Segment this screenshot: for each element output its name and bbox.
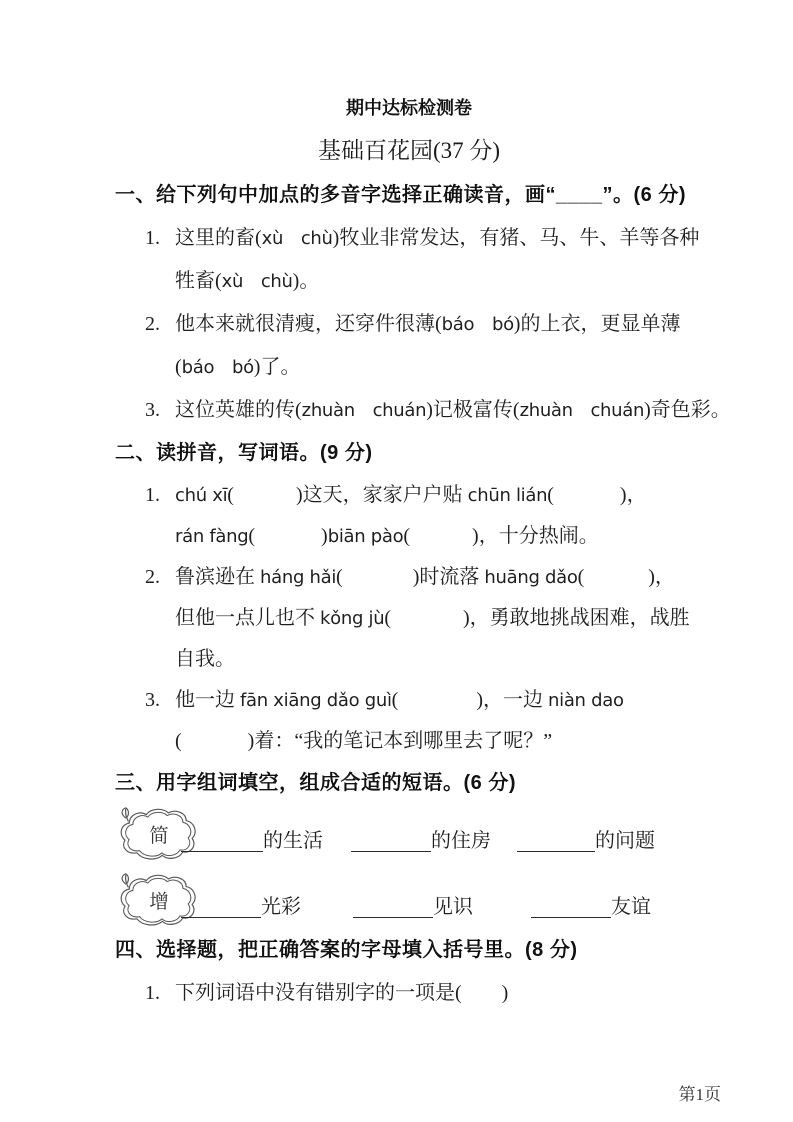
pinyin-run: xù chù [221, 271, 293, 292]
text-run: 光彩 [261, 896, 301, 918]
section-1 [115, 217, 731, 432]
text-line [175, 972, 703, 1015]
text-run: ( [336, 566, 343, 588]
text-line [175, 217, 703, 260]
question-item [145, 557, 703, 680]
question-item [145, 303, 703, 389]
answer-space[interactable] [323, 845, 351, 847]
text-run: )了。 [253, 356, 301, 378]
fill-in-row [181, 820, 655, 863]
text-run: 见识 [433, 896, 473, 918]
text-line [175, 475, 703, 516]
text-line [175, 516, 703, 557]
text-run: 自我。 [175, 648, 235, 670]
text-run: ( [403, 525, 411, 547]
pinyin-run: báo bó [441, 314, 514, 335]
text-run: )，勇敢地挑战困难，战胜 [462, 607, 690, 629]
section-2-heading: 二、读拼音，写词语。(9 分) [115, 442, 373, 464]
bubble-character: 增 [149, 891, 169, 913]
answer-blank[interactable] [351, 849, 431, 852]
answer-space[interactable] [343, 581, 413, 583]
text-run: )这天，家家户户贴 [295, 484, 468, 506]
text-line [175, 389, 731, 432]
answer-space[interactable] [255, 540, 321, 542]
answer-space[interactable] [462, 997, 502, 999]
text-line [175, 557, 703, 598]
answer-blank[interactable] [181, 849, 263, 852]
text-line [175, 680, 703, 721]
text-run: )，一边 [476, 689, 549, 711]
text-line [175, 721, 703, 762]
item-number: 2. [145, 566, 160, 588]
text-run: )的上衣，更显单薄 [513, 313, 681, 335]
answer-space[interactable] [410, 540, 472, 542]
text-run: 的住房 [431, 830, 491, 852]
text-run: 的问题 [595, 830, 655, 852]
answer-space[interactable] [301, 911, 353, 913]
item-number: 1. [145, 484, 160, 506]
item-number: 1. [145, 982, 160, 1004]
text-run: 下列词语中没有错别字的一项是( [175, 982, 462, 1004]
item-body [175, 389, 731, 432]
text-line [175, 346, 703, 389]
item-body [175, 217, 703, 303]
item-body [175, 680, 703, 762]
text-run: ( [547, 484, 554, 506]
section-2 [115, 475, 703, 762]
text-run: 他一边 [175, 689, 240, 711]
text-line [175, 303, 703, 346]
question-item [145, 389, 731, 432]
pinyin-run: kǒng jù [320, 608, 385, 629]
text-run: ( [248, 525, 256, 547]
answer-blank[interactable] [517, 849, 595, 852]
part-banner: 基础百花园(37 分) [317, 138, 501, 163]
answer-space[interactable] [554, 499, 620, 501]
word-group-row [117, 807, 703, 863]
text-run: ( [391, 689, 399, 711]
text-run: )记极富传( [426, 399, 520, 421]
text-run: )时流落 [412, 566, 485, 588]
pinyin-run: huāng dǎo [484, 567, 578, 588]
question-item [145, 972, 703, 1015]
item-body [175, 475, 703, 557]
item-body [175, 557, 703, 680]
answer-space[interactable] [398, 704, 476, 706]
text-line [175, 639, 703, 680]
text-run: )着：“我的笔记本到哪里去了呢？” [247, 730, 553, 752]
answer-space[interactable] [234, 499, 296, 501]
text-run: 他本来就很清瘦，还穿件很薄( [175, 313, 442, 335]
text-run: 这里的畜( [175, 227, 262, 249]
pinyin-run: rán fàng [175, 526, 249, 547]
pinyin-run: zhuàn chuán [301, 400, 427, 421]
answer-blank[interactable] [181, 915, 261, 918]
text-run: )牧业非常发达，有猪、马、牛、羊等各种 [332, 227, 700, 249]
answer-space[interactable] [473, 911, 531, 913]
item-number: 3. [145, 399, 160, 421]
pinyin-run: háng hǎi [260, 567, 337, 588]
answer-space[interactable] [391, 622, 463, 624]
text-run: 但他一点儿也不 [175, 607, 320, 629]
text-run: 鲁滨逊在 [175, 566, 260, 588]
text-run: ) [501, 982, 509, 1004]
pinyin-run: niàn dao [548, 690, 624, 711]
page-number: 第1页 [678, 1085, 721, 1104]
text-run: ( [384, 607, 391, 629]
section-1-heading: 一、给下列句中加点的多音字选择正确读音，画“____”。(6 分) [115, 184, 686, 206]
section-4 [115, 972, 703, 1015]
word-group-row [117, 873, 703, 929]
item-body [175, 303, 703, 389]
text-run: 的生活 [263, 830, 323, 852]
text-run: ( [227, 484, 234, 506]
question-item [145, 475, 703, 557]
fill-in-row [181, 886, 651, 929]
bubble-character: 简 [149, 825, 169, 847]
text-line [175, 598, 703, 639]
item-number: 1. [145, 227, 160, 249]
pinyin-run: chūn lián [467, 485, 548, 506]
item-body [175, 972, 703, 1015]
pinyin-run: xù chù [261, 228, 333, 249]
pinyin-run: biān pào [327, 526, 404, 547]
text-run: 牲畜( [175, 270, 222, 292]
text-run: ( [175, 356, 182, 378]
section-3-heading: 三、用字组词填空，组成合适的短语。(6 分) [115, 772, 516, 794]
item-number: 3. [145, 689, 160, 711]
text-line [175, 260, 703, 303]
answer-blank[interactable] [531, 915, 611, 918]
question-item [145, 680, 703, 762]
answer-space[interactable] [182, 745, 248, 747]
text-run: )，十分热闹。 [472, 525, 599, 547]
section-4-heading: 四、选择题，把正确答案的字母填入括号里。(8 分) [115, 939, 578, 961]
text-run: 友谊 [611, 896, 651, 918]
answer-blank[interactable] [353, 915, 433, 918]
page-title: 期中达标检测卷 [346, 98, 472, 118]
text-run: )， [619, 484, 647, 506]
text-run: ) [321, 525, 328, 547]
pinyin-run: báo bó [181, 357, 254, 378]
text-run: )， [648, 566, 675, 588]
pinyin-run: zhuàn chuán [519, 400, 645, 421]
pinyin-run: fān xiāng dǎo guì [240, 690, 392, 711]
text-run: )奇色彩。 [644, 399, 731, 421]
answer-space[interactable] [584, 581, 648, 583]
text-run: 这位英雄的传( [175, 399, 302, 421]
text-run: ( [577, 566, 585, 588]
answer-space[interactable] [491, 845, 517, 847]
item-number: 2. [145, 313, 160, 335]
text-run: )。 [292, 270, 320, 292]
text-run: ( [175, 730, 182, 752]
section-3 [115, 807, 703, 929]
pinyin-run: chú xī [175, 485, 228, 506]
question-item [145, 217, 703, 303]
